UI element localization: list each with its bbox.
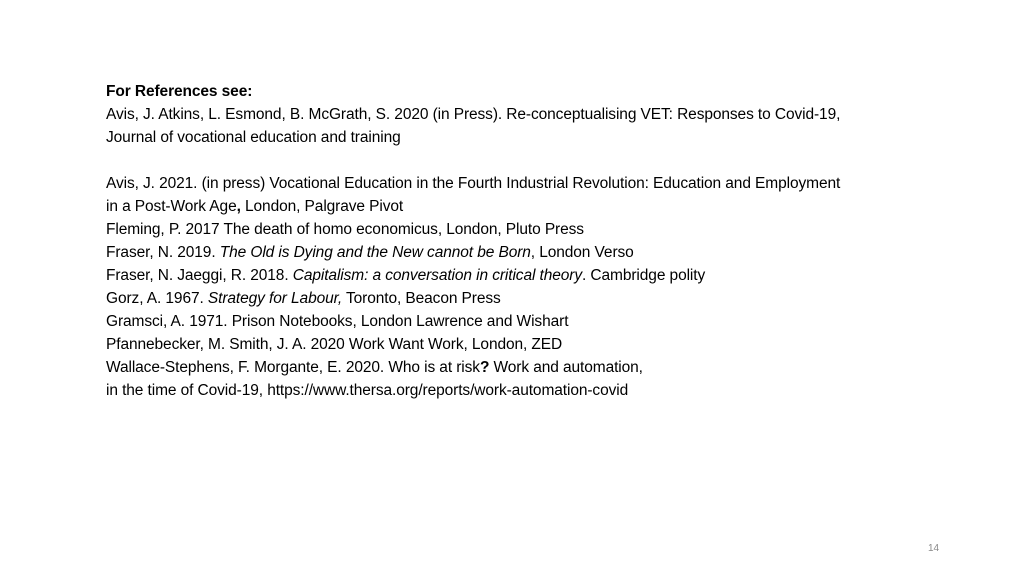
reference-gorz-author: Gorz, A. 1967. xyxy=(106,290,208,307)
reference-fraser-jaeggi-title: Capitalism: a conversation in critical theory xyxy=(292,267,583,284)
reference-spacer xyxy=(106,149,966,172)
reference-fraser-jaeggi-publisher: . Cambridge polity xyxy=(582,267,706,284)
reference-fraser-2019-title: The Old is Dying and the New cannot be Born xyxy=(219,244,531,261)
reference-avis-2020-line1: Avis, J. Atkins, L. Esmond, B. McGrath, S. 2020 (in Press). Re-conceptualising VET: Responses to Covid-19, xyxy=(106,106,841,123)
references-block xyxy=(106,80,966,402)
reference-gorz xyxy=(106,287,966,310)
reference-wallace-stephens-question-mark: ? xyxy=(479,359,490,376)
reference-avis-2021-comma: , xyxy=(236,198,241,215)
reference-avis-2021-line2 xyxy=(106,195,966,218)
reference-avis-2021-title-tail: in a Post-Work Age xyxy=(106,198,237,215)
reference-fraser-2019-publisher: , London Verso xyxy=(530,244,634,261)
reference-avis-2021-publisher: London, Palgrave Pivot xyxy=(240,198,404,215)
reference-fraser-2019 xyxy=(106,241,966,264)
reference-gorz-publisher: Toronto, Beacon Press xyxy=(342,290,501,307)
page-number: 14 xyxy=(928,543,940,554)
reference-wallace-stephens-line1 xyxy=(106,356,966,379)
reference-pfannebecker: Pfannebecker, M. Smith, J. A. 2020 Work Want Work, London, ZED xyxy=(106,336,563,353)
reference-fleming: Fleming, P. 2017 The death of homo economicus, London, Pluto Press xyxy=(106,221,584,238)
reference-fraser-2019-author: Fraser, N. 2019. xyxy=(106,244,220,261)
reference-wallace-stephens-title: Wallace-Stephens, F. Morgante, E. 2020. Who is at risk xyxy=(106,359,480,376)
reference-fraser-jaeggi-author: Fraser, N. Jaeggi, R. 2018. xyxy=(106,267,293,284)
reference-avis-2021-line1: Avis, J. 2021. (in press) Vocational Education in the Fourth Industrial Revolution: Education and Employment xyxy=(106,175,841,192)
references-heading: For References see: xyxy=(106,83,253,100)
reference-fraser-jaeggi xyxy=(106,264,966,287)
reference-wallace-stephens-line2: in the time of Covid-19, https://www.thersa.org/reports/work-automation-covid xyxy=(106,382,629,399)
reference-gorz-title: Strategy for Labour, xyxy=(207,290,343,307)
reference-wallace-stephens-subtitle: Work and automation, xyxy=(489,359,643,376)
reference-gramsci: Gramsci, A. 1971. Prison Notebooks, London Lawrence and Wishart xyxy=(106,313,569,330)
reference-avis-2020-line2: Journal of vocational education and training xyxy=(106,129,401,146)
